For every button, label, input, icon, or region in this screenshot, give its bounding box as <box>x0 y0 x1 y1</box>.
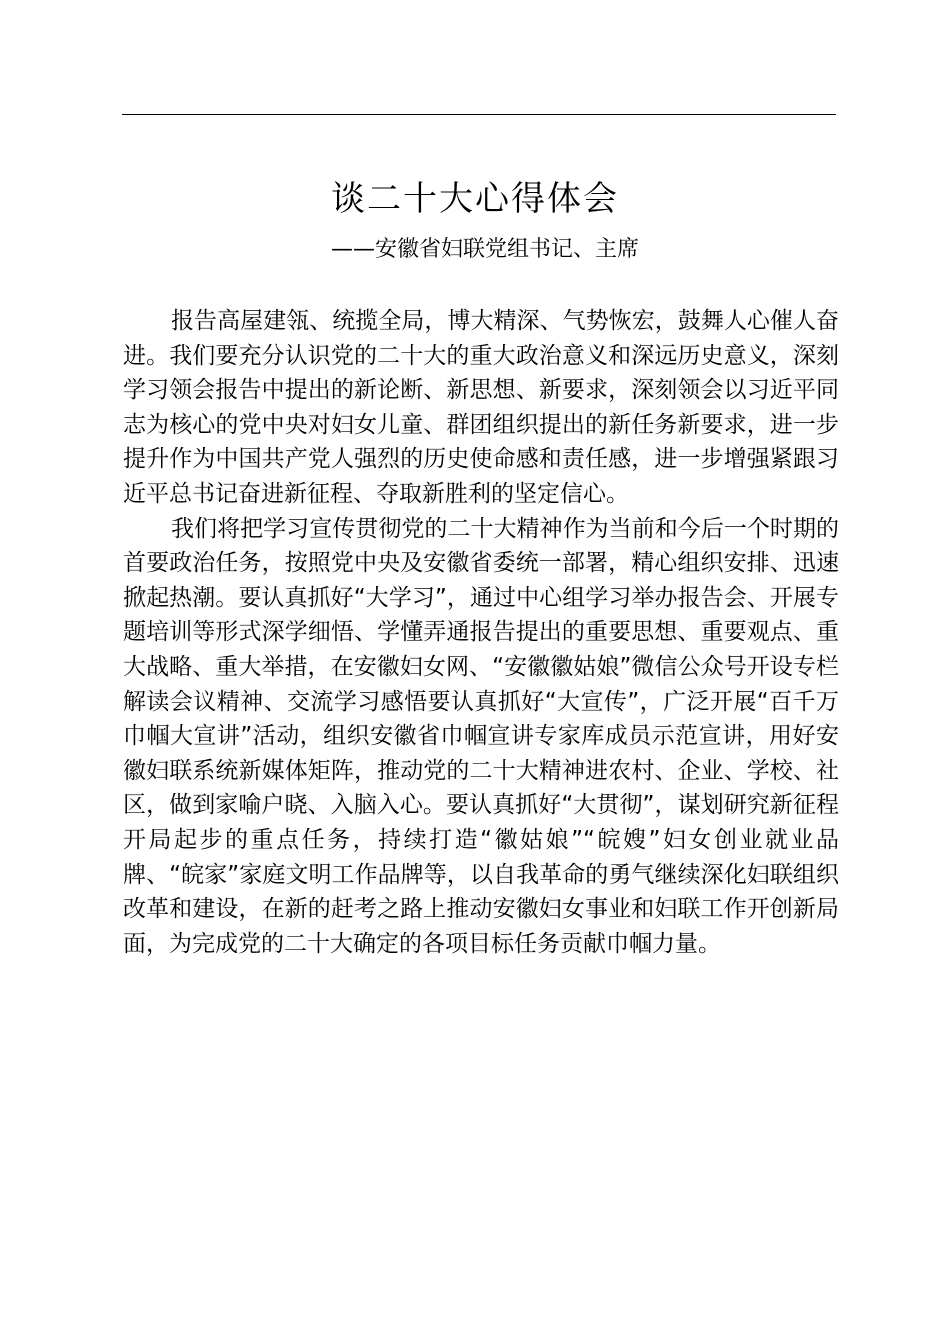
document-body <box>123 304 839 961</box>
paragraph-2: 我们将把学习宣传贯彻党的二十大精神作为当前和今后一个时期的首要政治任务，按照党中央及安徽省委统一部署，精心组织安排、迅速掀起热潮。要认真抓好“大学习”，通过中心组学习举办报告会、开展专题培训等形式深学细悟、学懂弄通报告提出的重要思想、重要观点、重大战略、重大举措，在安徽妇女网、“安徽徽姑娘”微信公众号开设专栏解读会议精神、交流学习感悟要认真抓好“大宣传”，广泛开展“百千万巾帼大宣讲”活动，组织安徽省巾帼宣讲专家库成员示范宣讲，用好安徽妇联系统新媒体矩阵，推动党的二十大精神进农村、企业、学校、社区，做到家喻户晓、入脑入心。要认真抓好“大贯彻”，谋划研究新征程开局起步的重点任务，持续打造“徽姑娘”“皖嫂”妇女创业就业品牌、“皖家”家庭文明工作品牌等，以自我革命的勇气继续深化妇联组织改革和建设，在新的赶考之路上推动安徽妇女事业和妇联工作开创新局面，为完成党的二十大确定的各项目标任务贡献巾帼力量。 <box>123 515 839 957</box>
document-title: 谈二十大心得体会 <box>331 179 619 219</box>
header-rule <box>122 114 836 115</box>
paragraph-1: 报告高屋建瓴、统揽全局，博大精深、气势恢宏，鼓舞人心催人奋进。我们要充分认识党的二十大的重大政治意义和深远历史意义，深刻学习领会报告中提出的新论断、新思想、新要求，深刻领会以习近平同志为核心的党中央对妇女儿童、群团组织提出的新任务新要求，进一步提升作为中国共产党人强烈的历史使命感和责任感，进一步增强紧跟习近平总书记奋进新征程、夺取新胜利的坚定信心。 <box>123 308 839 507</box>
document-subtitle: ——安徽省妇联党组书记、主席 <box>330 237 639 262</box>
